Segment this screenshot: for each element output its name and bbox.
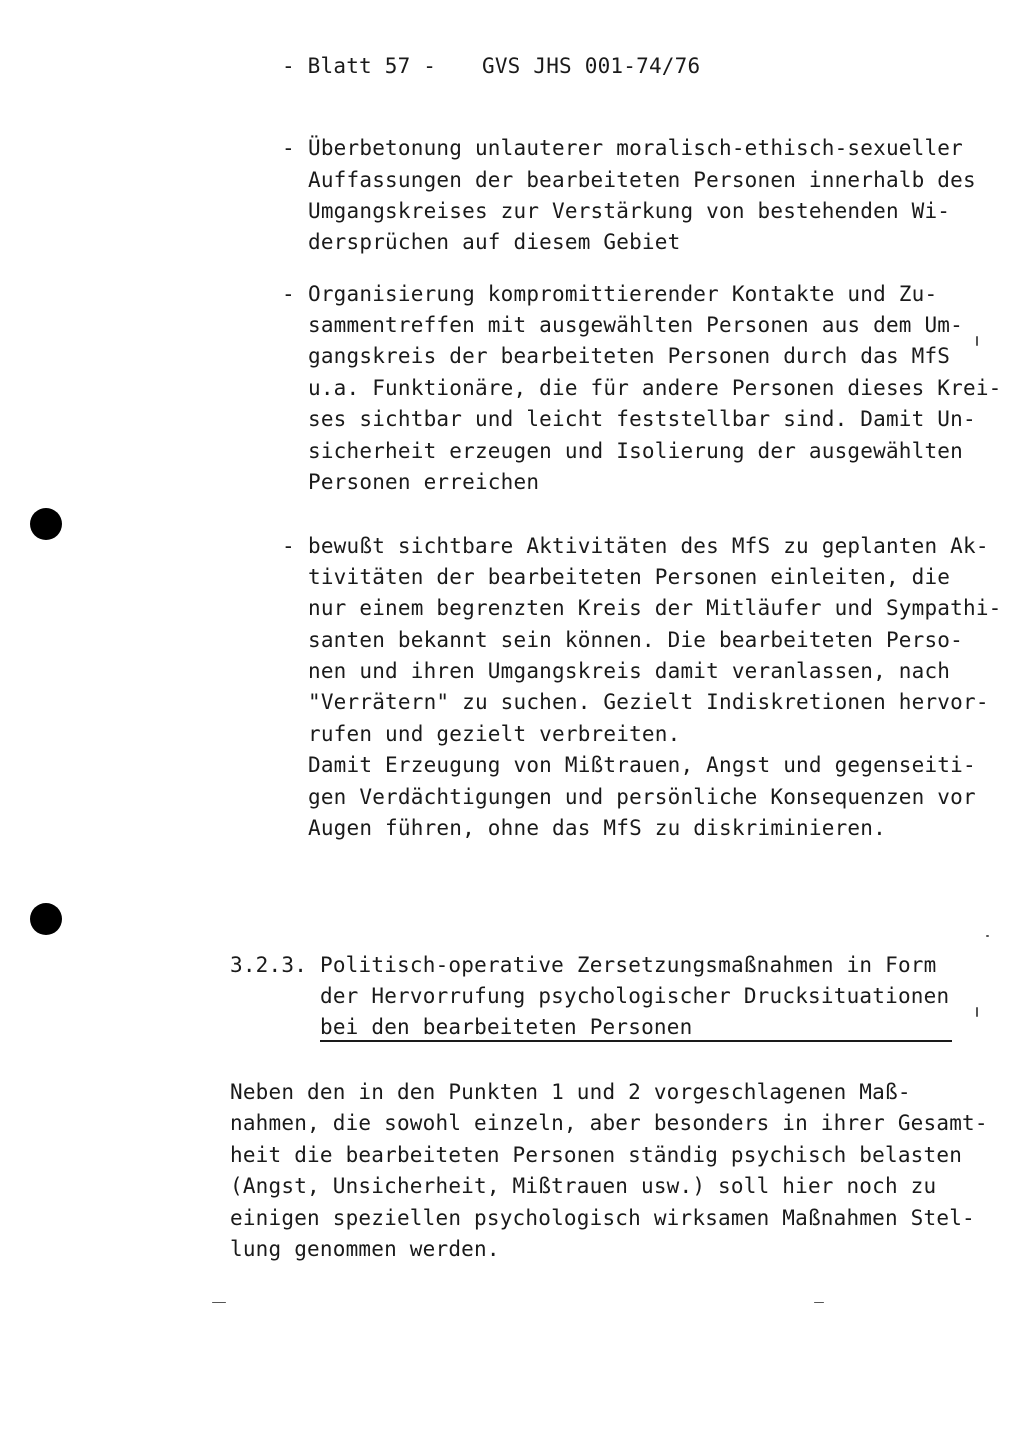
paragraph-line: Neben den in den Punkten 1 und 2 vorgeschlagenen Maß- [230, 1080, 911, 1104]
paragraph-line: lung genommen werden. [230, 1237, 500, 1261]
scan-mark [976, 1007, 978, 1017]
paragraph-line: nahmen, die sowohl einzeln, aber besonders in ihrer Gesamt- [230, 1111, 988, 1135]
bullet-1-line: dersprüchen auf diesem Gebiet [308, 230, 681, 254]
bullet-2-line: sammentreffen mit ausgewählten Personen aus dem Um- [308, 313, 963, 337]
bullet-1-line: Auffassungen der bearbeiteten Personen innerhalb des [308, 168, 976, 192]
bullet-3-line: nur einem begrenzten Kreis der Mitläufer und Sympathi- [308, 596, 1002, 620]
bullet-3-line: Augen führen, ohne das MfS zu diskriminieren. [308, 816, 886, 840]
bullet-2-line: Personen erreichen [308, 470, 540, 494]
bullet-marker: - [282, 534, 295, 558]
bullet-3-line: "Verrätern" zu suchen. Gezielt Indiskretionen hervor- [308, 690, 989, 714]
bullet-marker: - [282, 136, 295, 160]
punch-hole [30, 508, 62, 540]
section-title-underline [320, 1040, 952, 1042]
paragraph-line: heit die bearbeiteten Personen ständig psychisch belasten [230, 1143, 963, 1167]
bullet-2-line: u.a. Funktionäre, die für andere Personen dieses Krei- [308, 376, 1002, 400]
bullet-2-line: ses sichtbar und leicht feststellbar sind. Damit Un- [308, 407, 976, 431]
scan-mark [976, 336, 978, 346]
bullet-3-line: rufen und gezielt verbreiten. [308, 722, 681, 746]
scan-mark [814, 1302, 824, 1303]
paragraph-line: (Angst, Unsicherheit, Mißtrauen usw.) soll hier noch zu [230, 1174, 937, 1198]
section-number: 3.2.3. [230, 953, 308, 977]
bullet-2-line: sicherheit erzeugen und Isolierung der ausgewählten [308, 439, 963, 463]
section-title-line: bei den bearbeiteten Personen [320, 1015, 693, 1039]
bullet-2-line: Organisierung kompromittierender Kontakte und Zu- [308, 282, 938, 306]
bullet-1-line: Überbetonung unlauterer moralisch-ethisch-sexueller [308, 136, 963, 160]
sheet-number: - Blatt 57 - [282, 54, 437, 78]
bullet-1-line: Umgangskreises zur Verstärkung von bestehenden Wi- [308, 199, 951, 223]
bullet-3-line: santen bekannt sein können. Die bearbeiteten Perso- [308, 628, 963, 652]
document-reference: GVS JHS 001-74/76 [482, 54, 701, 78]
section-title-line: Politisch-operative Zersetzungsmaßnahmen in Form [320, 953, 937, 977]
bullet-3-line: bewußt sichtbare Aktivitäten des MfS zu geplanten Ak- [308, 534, 989, 558]
bullet-3-line: tivitäten der bearbeiteten Personen einleiten, die [308, 565, 951, 589]
bullet-2-line: gangskreis der bearbeiteten Personen durch das MfS [308, 344, 951, 368]
bullet-3-line: nen und ihren Umgangskreis damit veranlassen, nach [308, 659, 951, 683]
punch-hole [30, 903, 62, 935]
paragraph-line: einigen speziellen psychologisch wirksamen Maßnahmen Stel- [230, 1206, 975, 1230]
scan-mark [986, 935, 989, 937]
bullet-3-line: gen Verdächtigungen und persönliche Konsequenzen vor [308, 785, 976, 809]
scan-mark [212, 1302, 226, 1303]
bullet-3-line: Damit Erzeugung von Mißtrauen, Angst und gegenseiti- [308, 753, 976, 777]
section-title-line: der Hervorrufung psychologischer Drucksituationen [320, 984, 950, 1008]
bullet-marker: - [282, 282, 295, 306]
